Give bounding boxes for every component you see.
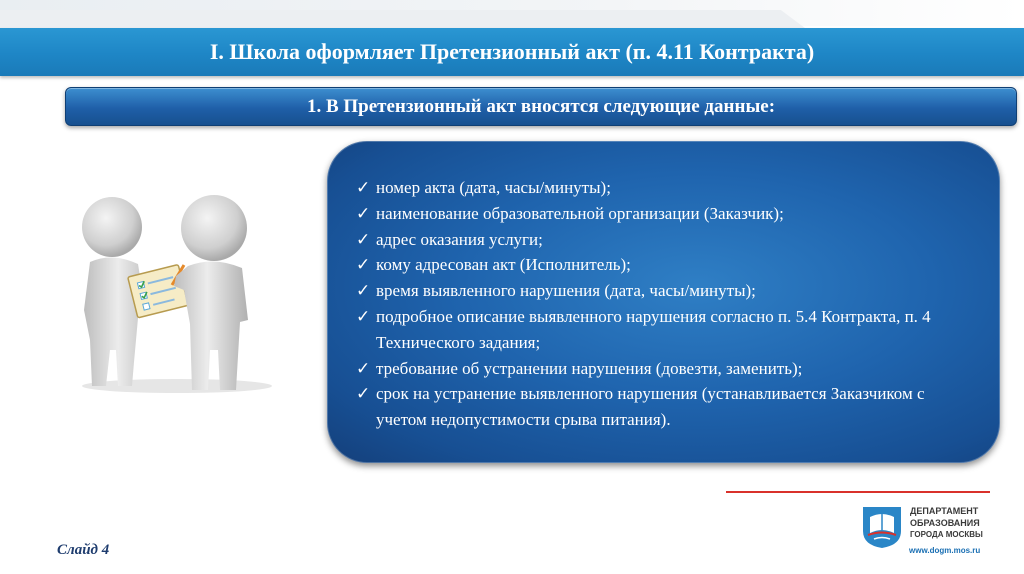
slide-number: Слайд 4	[57, 542, 110, 558]
check-icon: ✓	[356, 306, 371, 326]
list-item-text: адрес оказания услуги;	[376, 229, 543, 249]
list-item	[356, 252, 976, 278]
list-item-text: подробное описание выявленного нарушения согласно п. 5.4 Контракта, п. 4 Технического задания;	[376, 306, 931, 352]
title-bar	[0, 28, 1024, 76]
list-item	[356, 201, 976, 227]
check-icon: ✓	[356, 229, 371, 249]
list-item-text: срок на устранение выявленного нарушения (устанавливается Заказчиком с учетом недопустимости срыва питания).	[376, 384, 925, 430]
slide-title: I. Школа оформляет Претензионный акт (п. 4.11 Контракта)	[209, 39, 815, 64]
subtitle-bar	[65, 87, 1017, 126]
department-line-2: ОБРАЗОВАНИЯ	[910, 517, 980, 528]
top-decoration-tab	[0, 10, 805, 28]
list-item-text: требование об устранении нарушения (довезти, заменить);	[376, 358, 803, 378]
list-item-text: время выявленного нарушения (дата, часы/минуты);	[376, 281, 756, 301]
list-item	[356, 278, 976, 304]
check-icon: ✓	[356, 358, 371, 378]
check-icon: ✓	[356, 281, 371, 301]
check-icon: ✓	[356, 255, 371, 275]
list-item-text: номер акта (дата, часы/минуты);	[376, 178, 611, 197]
check-icon: ✓	[356, 203, 371, 223]
website-link[interactable]: www.dogm.mos.ru	[909, 546, 981, 555]
department-line-3: ГОРОДА МОСКВЫ	[910, 530, 983, 539]
requirements-list	[356, 175, 976, 433]
check-icon: ✓	[356, 178, 371, 197]
list-item	[356, 356, 976, 382]
list-item	[356, 227, 976, 253]
check-icon: ✓	[356, 384, 371, 404]
list-item-text: наименование образовательной организации (Заказчик);	[376, 203, 784, 223]
slide-subtitle: 1. В Претензионный акт вносятся следующие данные:	[306, 95, 776, 117]
department-line-1: ДЕПАРТАМЕНТ	[910, 506, 979, 516]
two-figures-inspecting-document-illustration	[72, 190, 282, 395]
department-name	[910, 506, 1020, 541]
list-item	[356, 381, 976, 433]
list-item	[356, 175, 976, 201]
list-item-text: кому адресован акт (Исполнитель);	[376, 255, 631, 275]
footer-red-divider	[726, 491, 990, 493]
department-emblem-icon	[860, 503, 904, 549]
list-item	[356, 304, 976, 356]
